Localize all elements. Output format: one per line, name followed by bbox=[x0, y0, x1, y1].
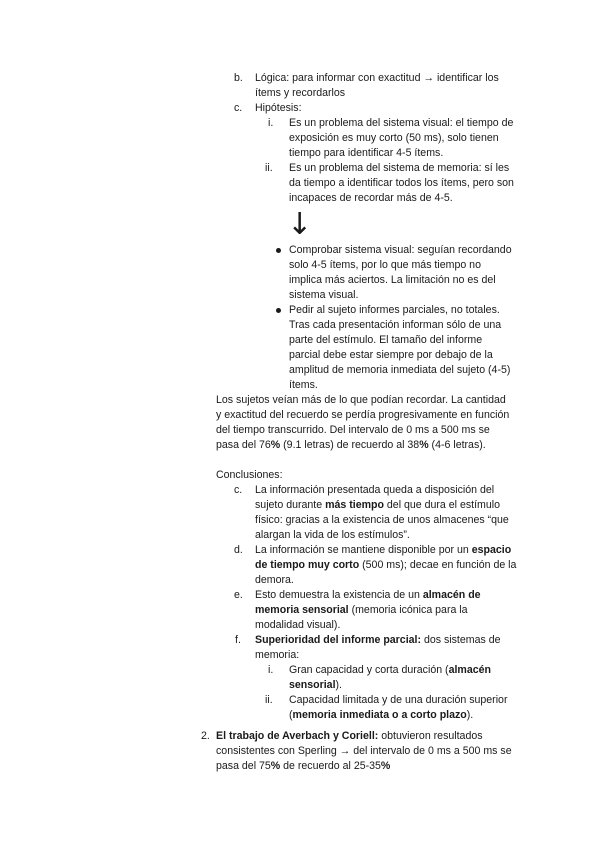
concl-e-line-1: Esto demuestra la existencia de un almacén de bbox=[255, 589, 481, 601]
list-marker-f: f. bbox=[235, 634, 241, 646]
conclusions-heading: Conclusiones: bbox=[216, 469, 283, 481]
hyp-ii-line-1: Es un problema del sistema de memoria: sí les bbox=[289, 162, 510, 174]
concl-d-line-2: de tiempo muy corto (500 ms); decae en función de la bbox=[255, 559, 517, 571]
bullet1-line-3: implica más aciertos. La limitación no es del bbox=[289, 274, 496, 286]
list-marker-ii: ii. bbox=[265, 162, 273, 174]
item2-line-3: pasa del 75% de recuerdo al 25-35% bbox=[216, 760, 391, 772]
sub-i-line-1: Gran capacidad y corta duración (almacén bbox=[289, 664, 491, 676]
hyp-ii-line-2: da tiempo a identificar todos los ítems, pero son bbox=[289, 177, 514, 189]
sub-ii-line-1: Capacidad limitada y de una duración superior bbox=[289, 694, 508, 706]
bullet-icon bbox=[276, 248, 281, 253]
list-marker-e: e. bbox=[234, 589, 243, 601]
list-marker-d: d. bbox=[234, 544, 243, 556]
item-c-label: Hipótesis: bbox=[255, 102, 302, 114]
bullet1-line-2: solo 4-5 ítems, por lo que más tiempo no bbox=[289, 259, 481, 271]
paragraph-line-4: pasa del 76% (9.1 letras) de recuerdo al 38% (4-6 letras). bbox=[216, 439, 486, 451]
paragraph-line-3: del tiempo transcurrido. Del intervalo de 0 ms a 500 ms se bbox=[216, 424, 490, 436]
concl-e-line-3: modalidad visual). bbox=[255, 619, 341, 631]
paragraph-line-2: y exactitud del recuerdo se perdía progresivamente en función bbox=[216, 409, 510, 421]
bullet2-line-4: parcial debe estar siempre por debajo de la bbox=[289, 349, 493, 361]
concl-c-line-1: La información presentada queda a disposición del bbox=[255, 484, 495, 496]
concl-f-line-2: memoria: bbox=[255, 649, 300, 661]
sub-ii-line-2: (memoria inmediata o a corto plazo). bbox=[289, 709, 474, 721]
item-b-line-2: ítems y recordarlos bbox=[255, 87, 346, 99]
list-marker-c: c. bbox=[234, 102, 243, 114]
bullet2-line-2: Tras cada presentación informan sólo de una bbox=[289, 319, 502, 331]
hyp-i-line-3: tiempo para identificar 4-5 ítems. bbox=[289, 147, 444, 159]
list-marker-ii: ii. bbox=[265, 694, 273, 706]
concl-d-line-3: demora. bbox=[255, 574, 294, 586]
bullet1-line-1: Comprobar sistema visual: seguían recordando bbox=[289, 244, 512, 256]
concl-c-line-3: físico: gracias a la existencia de unos almacenes “que bbox=[255, 514, 509, 526]
concl-d-line-1: La información se mantiene disponible por un espacio bbox=[255, 544, 512, 556]
concl-e-line-2: memoria sensorial (memoria icónica para la bbox=[255, 604, 468, 616]
concl-c-line-4: alargan la vida de los estímulos”. bbox=[255, 529, 410, 541]
list-marker-b: b. bbox=[234, 72, 243, 84]
item2-line-2: consistentes con Sperling → del intervalo de 0 ms a 500 ms se bbox=[216, 745, 512, 757]
hyp-ii-line-3: incapaces de recordar más de 4-5. bbox=[289, 192, 453, 204]
list-marker-i: i. bbox=[268, 664, 274, 676]
sub-i-line-2: sensorial). bbox=[289, 679, 343, 691]
bullet-icon bbox=[276, 308, 281, 313]
bullet2-line-3: parte del estímulo. El tamaño del informe bbox=[289, 334, 483, 346]
item2-line-1: El trabajo de Averbach y Coriell: obtuvieron resultados bbox=[216, 730, 483, 742]
paragraph-line-1: Los sujetos veían más de lo que podían recordar. La cantidad bbox=[216, 394, 506, 406]
hyp-i-line-2: exposición es muy corto (50 ms), solo tienen bbox=[289, 132, 499, 144]
bullet2-line-6: ítems. bbox=[289, 379, 318, 391]
bullet2-line-5: amplitud de memoria inmediata del sujeto (4-5) bbox=[289, 364, 511, 376]
item-b-line-1: Lógica: para informar con exactitud → identificar los bbox=[255, 72, 499, 84]
hyp-i-line-1: Es un problema del sistema visual: el tiempo de bbox=[289, 117, 514, 129]
down-arrow-icon: ↓ bbox=[287, 207, 313, 242]
concl-c-line-2: sujeto durante más tiempo del que dura el estímulo bbox=[255, 499, 500, 511]
bullet2-line-1: Pedir al sujeto informes parciales, no totales. bbox=[289, 304, 500, 316]
list-marker-c: c. bbox=[234, 484, 243, 496]
list-marker-i: i. bbox=[268, 117, 274, 129]
list-marker-2: 2. bbox=[201, 730, 210, 742]
bullet1-line-4: sistema visual. bbox=[289, 289, 359, 301]
concl-f-line-1: Superioridad del informe parcial: dos sistemas de bbox=[255, 634, 501, 646]
